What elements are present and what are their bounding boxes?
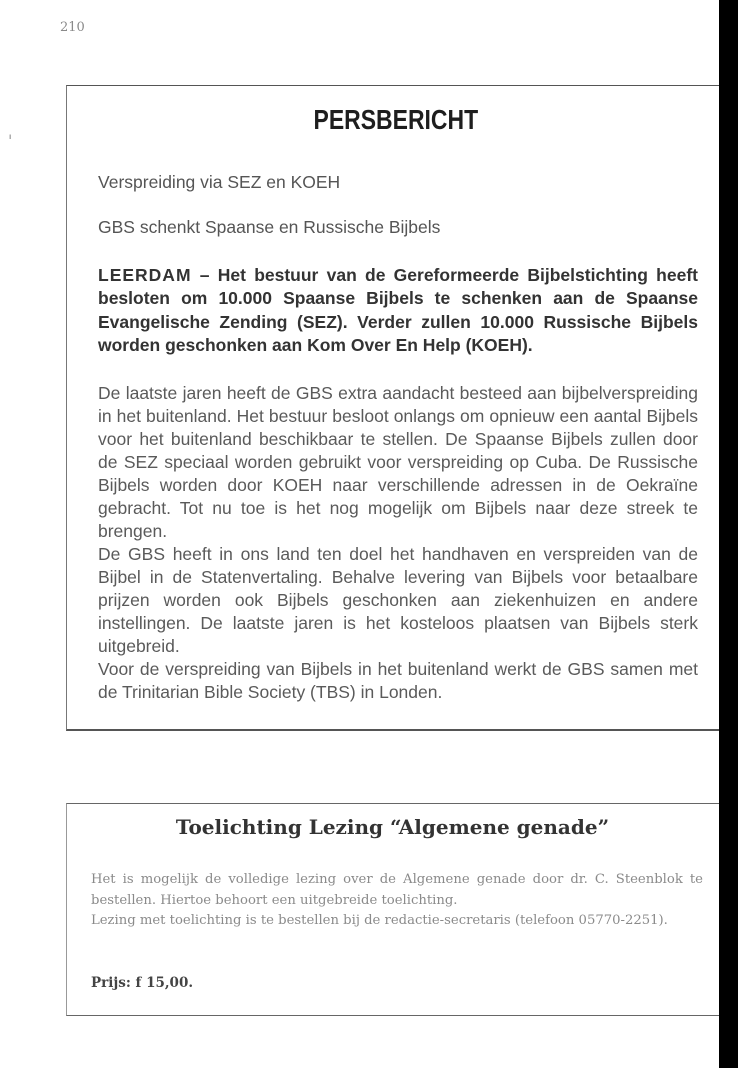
press-release-body: [98, 382, 698, 704]
scan-edge-bar: [719, 0, 738, 1068]
lecture-notice-price: Prijs: f 15,00.: [91, 975, 194, 991]
body-paragraph-2: De GBS heeft in ons land ten doel het handhaven en verspreiden van de Bijbel in de Statenvertaling. Behalve levering van Bijbels voor betaalbare prijzen worden ook Bijbels geschonken aan ziekenhuizen en andere instellingen. De laatste jaren is het kosteloos plaatsen van Bijbels sterk uitgebreid.: [98, 544, 698, 656]
press-release-subtitle-2: GBS schenkt Spaanse en Russische Bijbels: [98, 217, 441, 237]
body-paragraph-3: Voor de verspreiding van Bijbels in het buitenland werkt de GBS samen met de Trinitarian Bible Society (TBS) in Londen.: [98, 659, 698, 702]
lead-location: LEERDAM: [98, 265, 192, 285]
body-paragraph-1: De laatste jaren heeft de GBS extra aandacht besteed aan bijbelverspreiding in het buitenland. Het bestuur besloot onlangs om opnieuw een aantal Bijbels voor het buitenland beschikbaar te stellen. De Spaanse Bijbels zullen door de SEZ speciaal worden gebruikt voor verspreiding op Cuba. De Russische Bijbels worden door KOEH naar verschillende adressen in de Oekraïne gebracht. Tot nu toe is het nog mogelijk om Bijbels naar deze streek te brengen.: [98, 383, 698, 541]
lecture-notice-title: Toelichting Lezing “Algemene genade”: [175, 815, 610, 839]
lecture-notice-text-2: Lezing met toelichting is te bestellen bij de redactie-secretaris (telefoon 05770-2251).: [91, 913, 668, 928]
lead-text: Het bestuur van de Gereformeerde Bijbelstichting heeft besloten om 10.000 Spaanse Bijbels te schenken aan de Spaanse Evangelische Zending (SEZ). Verder zullen 10.000 Russische Bijbels worden geschonken aan Kom Over En Help (KOEH).: [98, 265, 698, 356]
page-number: 210: [60, 20, 85, 35]
press-release-subtitle-1: Verspreiding via SEZ en KOEH: [98, 172, 341, 192]
lead-dash: –: [191, 265, 218, 285]
lecture-notice-text-1: Het is mogelijk de volledige lezing over de Algemene genade door dr. C. Steenblok te bestellen. Hiertoe behoort een uitgebreide toelichting.: [91, 872, 703, 908]
press-release-title: PERSBERICHT: [313, 104, 479, 135]
stray-mark: ı: [9, 132, 12, 141]
press-release-lead: [98, 264, 698, 358]
